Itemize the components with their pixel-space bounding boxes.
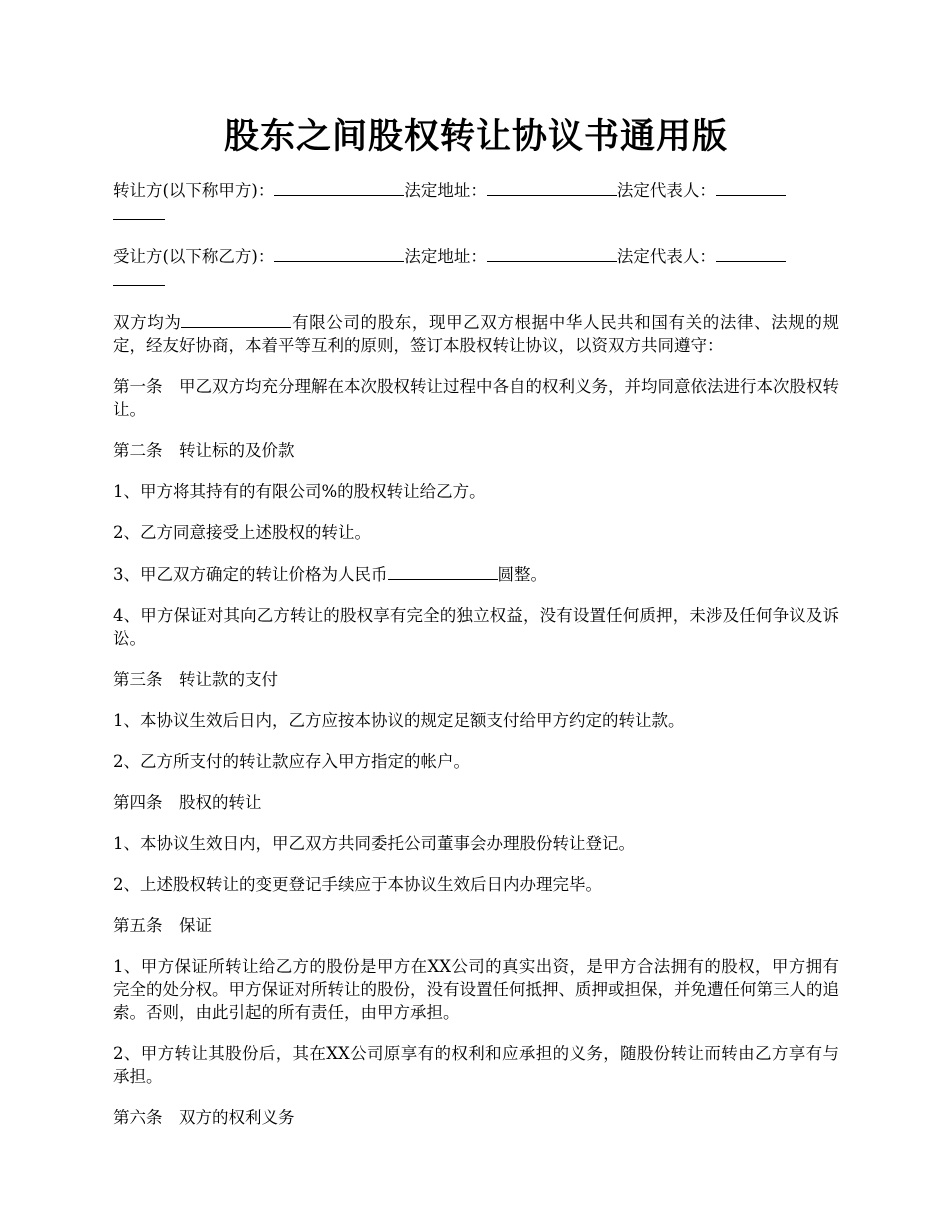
price-suffix: 圆整。	[497, 565, 547, 584]
article-2-title: 第二条 转让标的及价款	[113, 441, 295, 460]
article-4-item-2: 2、上述股权转让的变更登记手续应于本协议生效后日内办理完毕。	[113, 875, 602, 894]
party-b-address-label: 法定地址：	[404, 247, 487, 266]
party-a-address-blank	[487, 178, 617, 196]
article-4-item-1: 1、本协议生效日内，甲乙双方共同委托公司董事会办理股份转让登记。	[113, 834, 635, 853]
intro-paragraph	[113, 310, 839, 357]
party-a-rep-blank-cont	[113, 202, 165, 220]
price-blank	[388, 562, 498, 580]
party-b-name-blank	[274, 244, 404, 262]
article-1: 第一条 甲乙双方均充分理解在本次股权转让过程中各自的权利义务，并均同意依法进行本次股权转让。	[113, 377, 839, 419]
party-a-rep-blank	[716, 178, 786, 196]
article-5-item-2: 2、甲方转让其股份后，其在XX公司原享有的权利和应承担的义务，随股份转让而转由乙方享有与承担。	[113, 1044, 839, 1086]
article-2-item-4: 4、甲方保证对其向乙方转让的股权享有完全的独立权益，没有设置任何质押，未涉及任何争议及诉讼。	[113, 606, 839, 648]
article-2-item-2: 2、乙方同意接受上述股权的转让。	[113, 523, 371, 542]
party-a-rep-label: 法定代表人：	[616, 181, 716, 200]
article-5-title: 第五条 保证	[113, 916, 212, 935]
article-3-item-1: 1、本协议生效后日内，乙方应按本协议的规定足额支付给甲方约定的转让款。	[113, 711, 685, 730]
price-prefix: 3、甲乙双方确定的转让价格为人民币	[113, 565, 388, 584]
party-a-name-blank	[274, 178, 404, 196]
article-3-title: 第三条 转让款的支付	[113, 670, 278, 689]
article-2-item-1: 1、甲方将其持有的有限公司%的股权转让给乙方。	[113, 482, 486, 501]
article-3-item-2: 2、乙方所支付的转让款应存入甲方指定的帐户。	[113, 752, 470, 771]
party-a-line	[113, 178, 839, 226]
intro-suffix: 有限公司的股东，现甲乙双方根据中华人民共和国有关的法律、法规的规定，经友好协商，本着平等互利的原则，签订本股权转让协议，以资双方共同遵守：	[113, 313, 840, 355]
document-title: 股东之间股权转让协议书通用版	[223, 116, 728, 157]
article-6-title: 第六条 双方的权利义务	[113, 1108, 295, 1127]
intro-prefix: 双方均为	[113, 313, 182, 332]
party-b-rep-blank-cont	[113, 268, 165, 286]
party-b-label: 受让方(以下称乙方)：	[113, 247, 275, 266]
document-body	[113, 178, 839, 1147]
party-b-address-blank	[487, 244, 617, 262]
article-2-item-3	[113, 562, 839, 586]
article-5-item-1: 1、甲方保证所转让给乙方的股份是甲方在XX公司的真实出资，是甲方合法拥有的股权，甲方拥有完全的处分权。甲方保证对所转让的股份，没有设置任何抵押、质押或担保，并免遭任何第三人的追索。否则，由此引起的所有责任，由甲方承担。	[113, 957, 839, 1022]
party-b-line	[113, 244, 839, 292]
party-b-rep-label: 法定代表人：	[616, 247, 716, 266]
party-b-rep-blank	[716, 244, 786, 262]
company-name-blank	[181, 310, 291, 328]
party-a-address-label: 法定地址：	[404, 181, 487, 200]
party-a-label: 转让方(以下称甲方)：	[113, 181, 275, 200]
article-4-title: 第四条 股权的转让	[113, 793, 262, 812]
